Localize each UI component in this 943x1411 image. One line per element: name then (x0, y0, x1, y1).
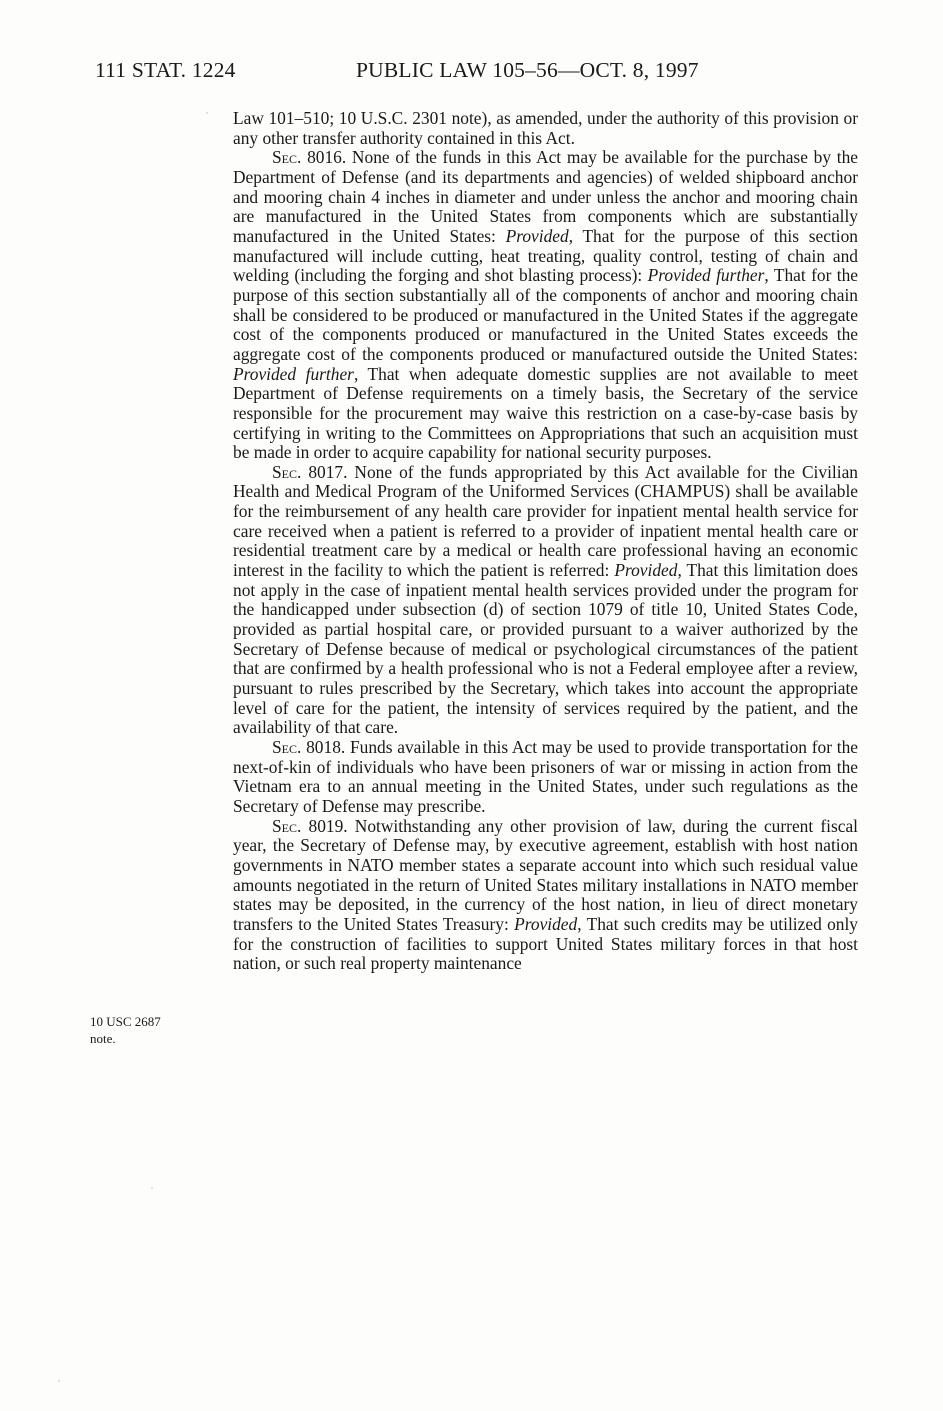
paragraph-text: , That this limitation does not apply in the case of inpatient mental health services provided under the program for the handicapped under subsection (d) of section 1079 of title 10, United States Code, provided as partial hospital care, or provided pursuant to a waiver authorized by the Secretary of Defense because of medical or psychological circumstances of the patient that are confirmed by a health professional who is not a Federal employee after a review, pursuant to rules prescribed by the Secretary, which takes into account the appropriate level of care for the patient, the intensity of services required by the patient, and the availability of that care. (233, 560, 858, 738)
section-label: Sec. (272, 461, 302, 482)
continued-paragraph (233, 109, 858, 148)
proviso-italic: Provided further (647, 265, 765, 286)
margin-note-line-2: note. (90, 1031, 116, 1046)
proviso-italic: Provided further (233, 363, 354, 384)
paragraph-text: 8017. None of the funds appropriated by this Act available for the Civilian Health and Medical Program of the Uniformed Services (CHAMPUS) shall be available for the reimbursement of any health care provider for inpatient mental health service for care received when a patient is referred to a provider of inpatient mental health care or residential treatment care by a medical or health care professional having an economic interest in the facility to which the patient is referred: (233, 461, 858, 581)
scan-speck (206, 112, 208, 114)
section-8016 (233, 148, 858, 463)
paragraph-text: 8018. Funds available in this Act may be used to provide transportation for the next-of-kin of individuals who have been prisoners of war or missing in action from the Vietnam era to an annual meeting in the United States, under such regulations as the Secretary of Defense may prescribe. (233, 737, 858, 816)
section-8019 (233, 817, 858, 974)
proviso-italic: Provided (614, 560, 678, 581)
paragraph-text: , That for the purpose of this section manufactured will include cutting, heat treating, quality control, testing of chain and welding (including the forging and shot blasting process): (233, 225, 858, 286)
paragraph-text: , That such credits may be utilized only for the construction of facilities to support United States military forces in that host nation, or such real property maintenance (233, 913, 859, 974)
proviso-italic: Provided (514, 913, 578, 934)
section-label: Sec. (272, 147, 302, 168)
body-text (233, 109, 858, 974)
paragraph-text: , That when adequate domestic supplies are not available to meet Department of Defense requirements on a timely basis, the Secretary of the service responsible for the procurement may waive this restriction on a case-by-case basis by certifying in writing to the Committees on Appropriations that such an acquisition must be made in order to acquire capability for national security purposes. (233, 363, 858, 463)
public-law-title: PUBLIC LAW 105–56—OCT. 8, 1997 (356, 58, 699, 82)
scan-speck (151, 1187, 153, 1189)
paragraph-text: , That for the purpose of this section substantially all of the components of anchor and mooring chain shall be considered to be produced or manufactured in the United States if the aggregate cost of the components produced or manufactured in the United States exceeds the aggregate cost of the components produced or manufactured outside the United States: (233, 265, 858, 364)
margin-note-line-1: 10 USC 2687 (90, 1014, 161, 1029)
scan-speck (58, 1380, 60, 1382)
margin-note-citation (90, 1013, 200, 1047)
paragraph-text: 8019. Notwithstanding any other provision of law, during the current fiscal year, the Secretary of Defense may, by executive agreement, establish with host nation governments in NATO member states a separate account into which such residual value amounts negotiated in the return of United States military installations in NATO member states may be deposited, in the currency of the host nation, in lieu of direct monetary transfers to the United States Treasury: (233, 815, 858, 934)
paragraph-text: Law 101–510; 10 U.S.C. 2301 note), as amended, under the authority of this provision or any other transfer authority contained in this Act. (233, 108, 858, 148)
statute-page-reference: 111 STAT. 1224 (95, 58, 236, 82)
section-label: Sec. (272, 815, 302, 836)
section-8017 (233, 463, 858, 738)
proviso-italic: Provided (505, 225, 569, 246)
running-head (95, 58, 875, 88)
section-8018 (233, 738, 858, 817)
section-label: Sec. (272, 737, 302, 757)
paragraph-text: 8016. None of the funds in this Act may be available for the purchase by the Department of Defense (and its departments and agencies) of welded shipboard anchor and mooring chain 4 inches in diameter and under unless the anchor and mooring chain are manufactured in the United States from components which are substantially manufactured in the United States: (233, 147, 858, 246)
